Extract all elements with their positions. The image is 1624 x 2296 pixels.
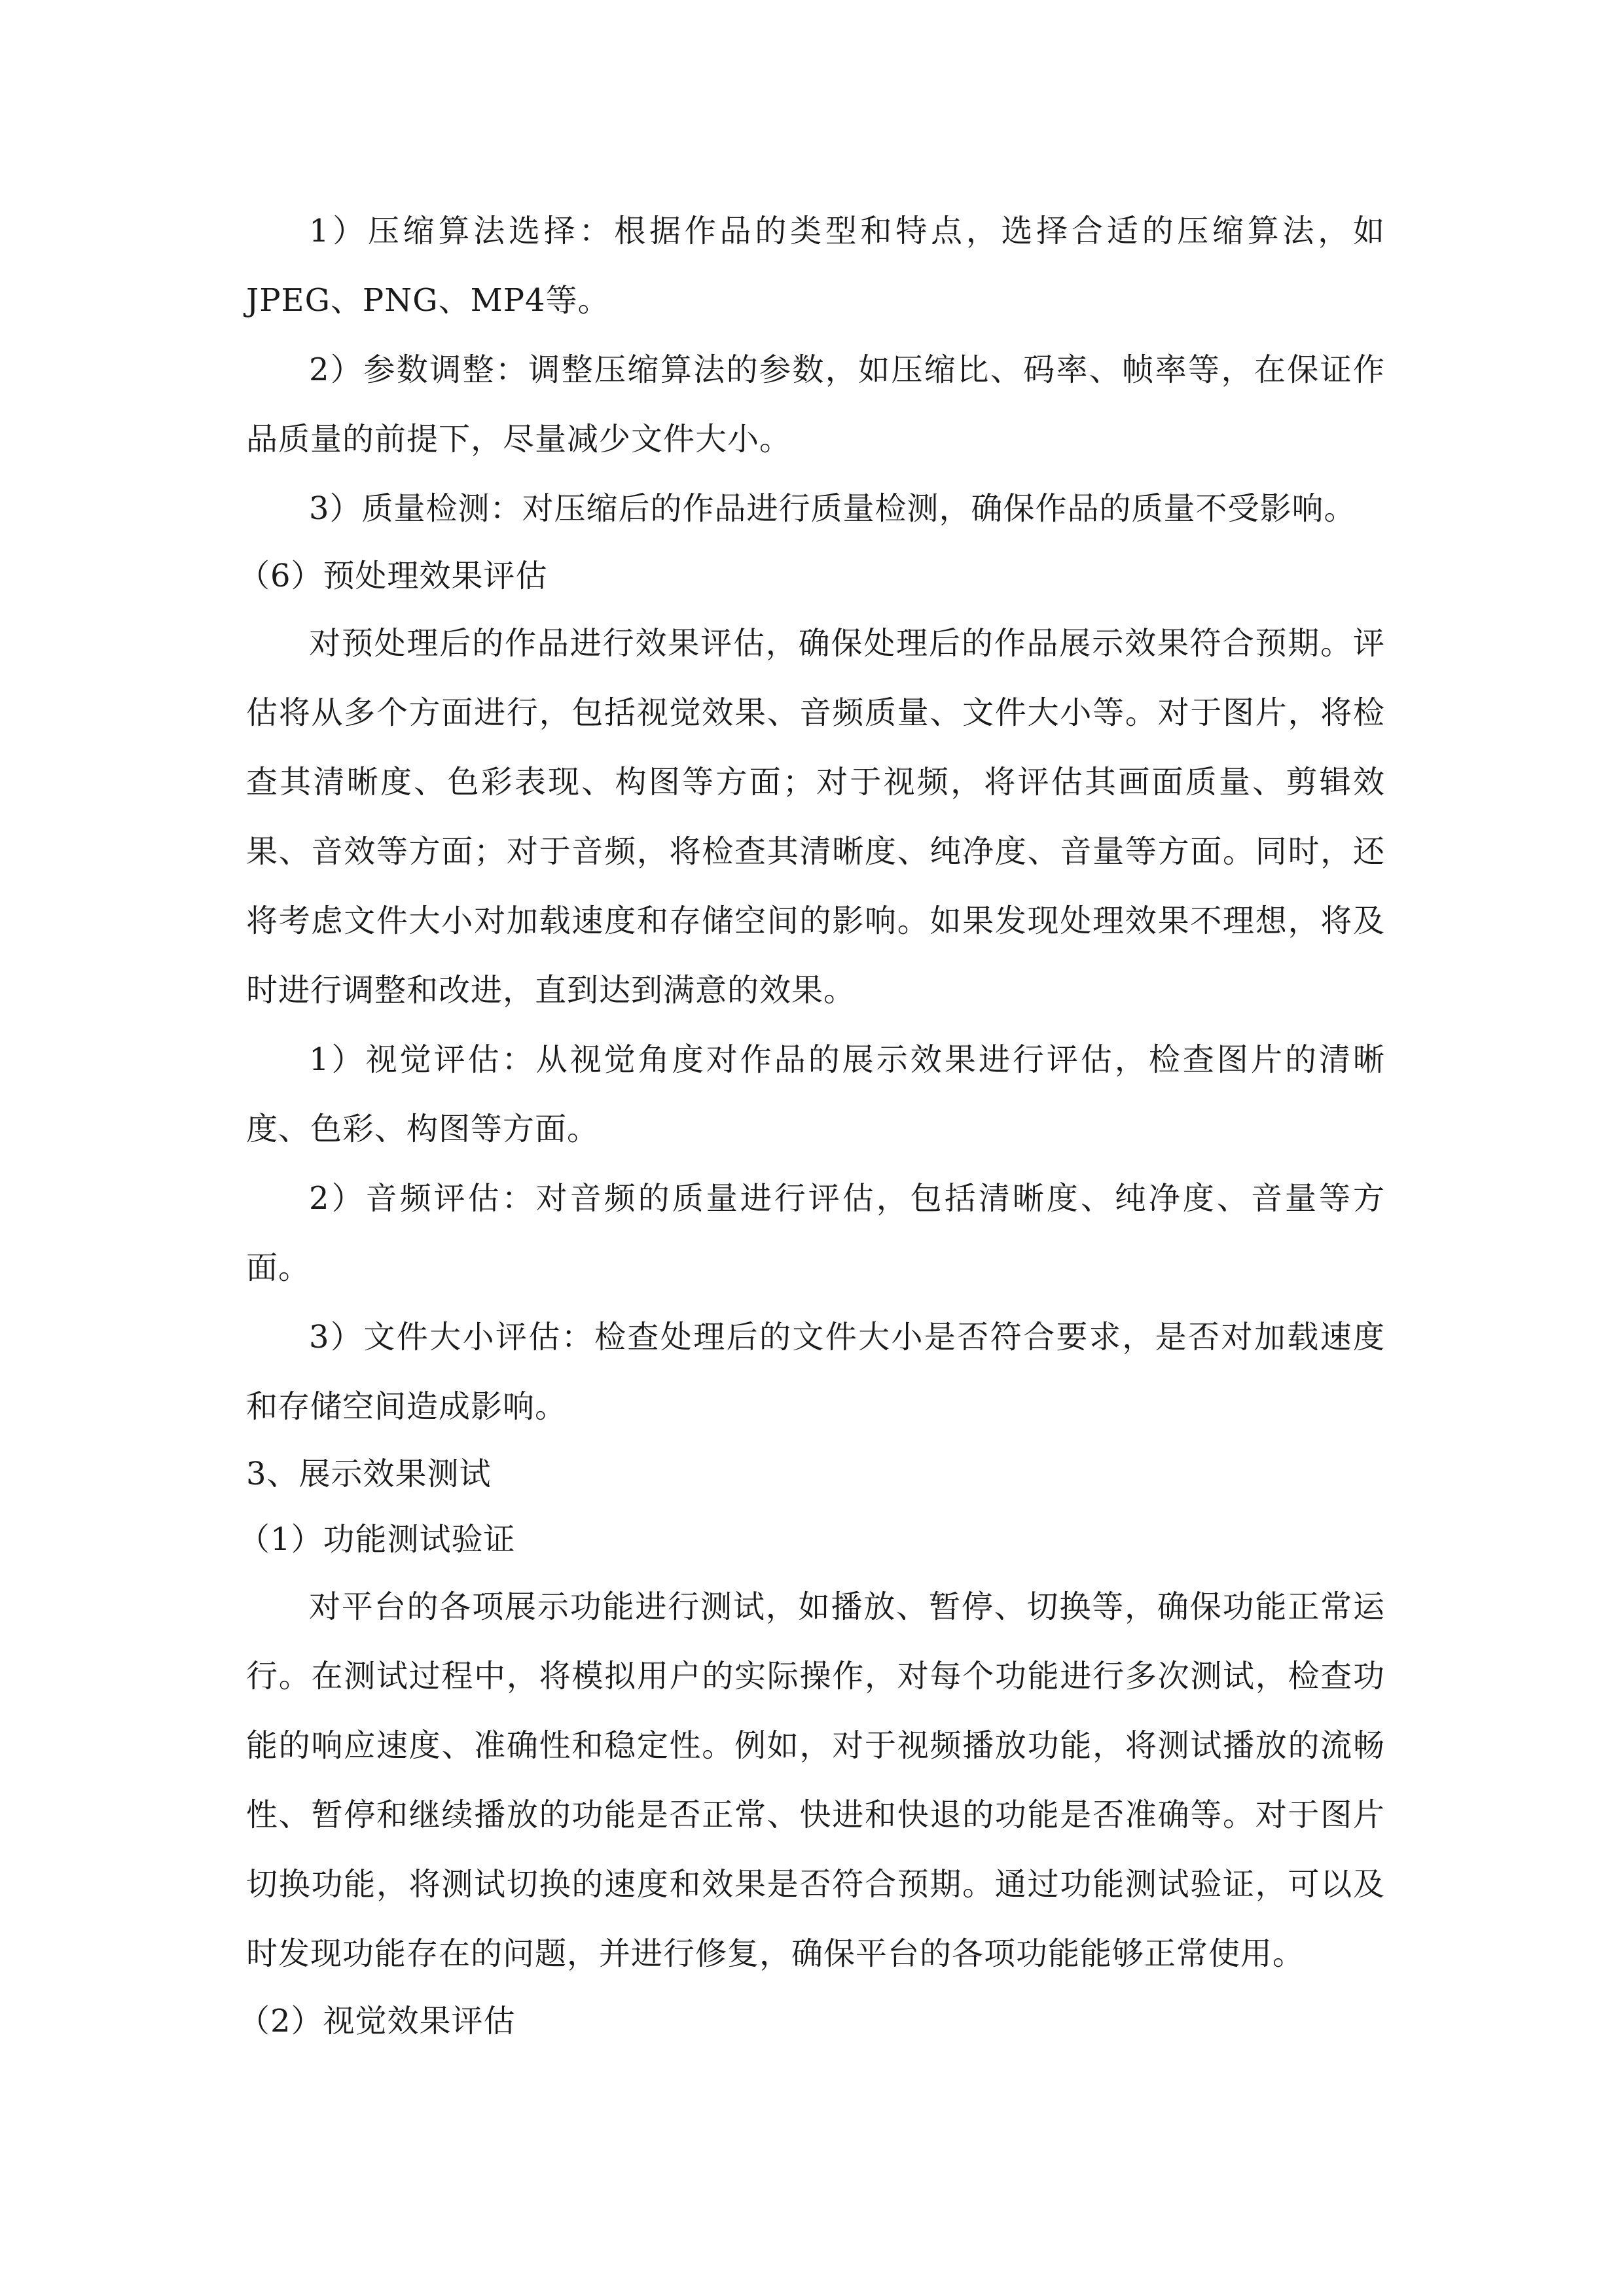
list-item-parameter-adjustment: 2）参数调整：调整压缩算法的参数，如压缩比、码率、帧率等，在保证作品质量的前提下，尽量减少文件大小。 bbox=[246, 351, 1385, 457]
paragraph-evaluation-overview: 对预处理后的作品进行效果评估，确保处理后的作品展示效果符合预期。评估将从多个方面进行，包括视觉效果、音频质量、文件大小等。对于图片，将检查其清晰度、色彩表现、构图等方面；对于视频，将评估其画面质量、剪辑效果、音效等方面；对于音频，将检查其清晰度、纯净度、音量等方面。同时，还将考虑文件大小对加载速度和存储空间的影响。如果发现处理效果不理想，将及时进行调整和改进，直到达到满意的效果。 bbox=[246, 625, 1385, 1009]
subheading-preprocess-evaluation: （6）预处理效果评估 bbox=[238, 558, 548, 594]
list-item-audio-evaluation: 2）音频评估：对音频的质量进行评估，包括清晰度、纯净度、音量等方面。 bbox=[246, 1180, 1385, 1286]
subheading-function-test: （1）功能测试验证 bbox=[238, 1521, 516, 1558]
list-item-visual-evaluation: 1）视觉评估：从视觉角度对作品的展示效果进行评估，检查图片的清晰度、色彩、构图等方面。 bbox=[246, 1041, 1385, 1147]
list-item-compression-algorithm: 1）压缩算法选择：根据作品的类型和特点，选择合适的压缩算法，如JPEG、PNG、MP4等。 bbox=[246, 213, 1385, 319]
section-heading-display-test: 3、展示效果测试 bbox=[246, 1456, 492, 1492]
list-item-quality-check: 3）质量检测：对压缩后的作品进行质量检测，确保作品的质量不受影响。 bbox=[309, 490, 1356, 527]
paragraph-function-test: 对平台的各项展示功能进行测试，如播放、暂停、切换等，确保功能正常运行。在测试过程中，将模拟用户的实际操作，对每个功能进行多次测试，检查功能的响应速度、准确性和稳定性。例如，对于视频播放功能，将测试播放的流畅性、暂停和继续播放的功能是否正常、快进和快退的功能是否准确等。对于图片切换功能，将测试切换的速度和效果是否符合预期。通过功能测试验证，可以及时发现功能存在的问题，并进行修复，确保平台的各项功能能够正常使用。 bbox=[246, 1588, 1385, 1972]
document-page bbox=[238, 196, 1385, 2054]
subheading-visual-effect-evaluation: （2）视觉效果评估 bbox=[238, 2003, 516, 2039]
list-item-file-size-evaluation: 3）文件大小评估：检查处理后的文件大小是否符合要求，是否对加载速度和存储空间造成影响。 bbox=[246, 1319, 1385, 1425]
